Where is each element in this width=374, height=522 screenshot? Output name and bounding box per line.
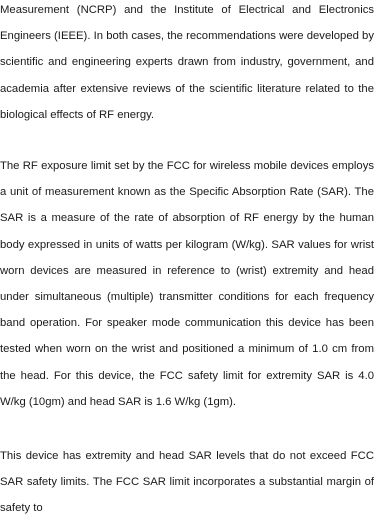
paragraph-ncrp-ieee-recommendations: Measurement (NCRP) and the Institute of Electrical and Electronics Engineers (IEEE). In both cases, the recommendations were developed by scientific and engineering experts drawn from industry, government, and academia after extensive reviews of the scientific literature related to the biological effects of RF energy.	[0, 4, 374, 121]
paragraph-sar-safety-limits: This device has extremity and head SAR levels that do not exceed FCC SAR safety limits. The FCC SAR limit incorporates a substantial margin of safety to	[0, 450, 374, 515]
paragraph-sar-explanation: The RF exposure limit set by the FCC for wireless mobile devices employs a unit of measurement known as the Specific Absorption Rate (SAR). The SAR is a measure of the rate of absorption of RF energy by the human body expressed in units of watts per kilogram (W/kg). SAR values for wrist worn devices are measured in reference to (wrist) extremity and head under simultaneous (multiple) transmitter conditions for each frequency band operation. For speaker mode communication this device has been tested when worn on the wrist and positioned a minimum of 1.0 cm from the head. For this device, the FCC safety limit for extremity SAR is 4.0 W/kg (10gm) and head SAR is 1.6 W/kg (1gm).	[0, 160, 374, 408]
